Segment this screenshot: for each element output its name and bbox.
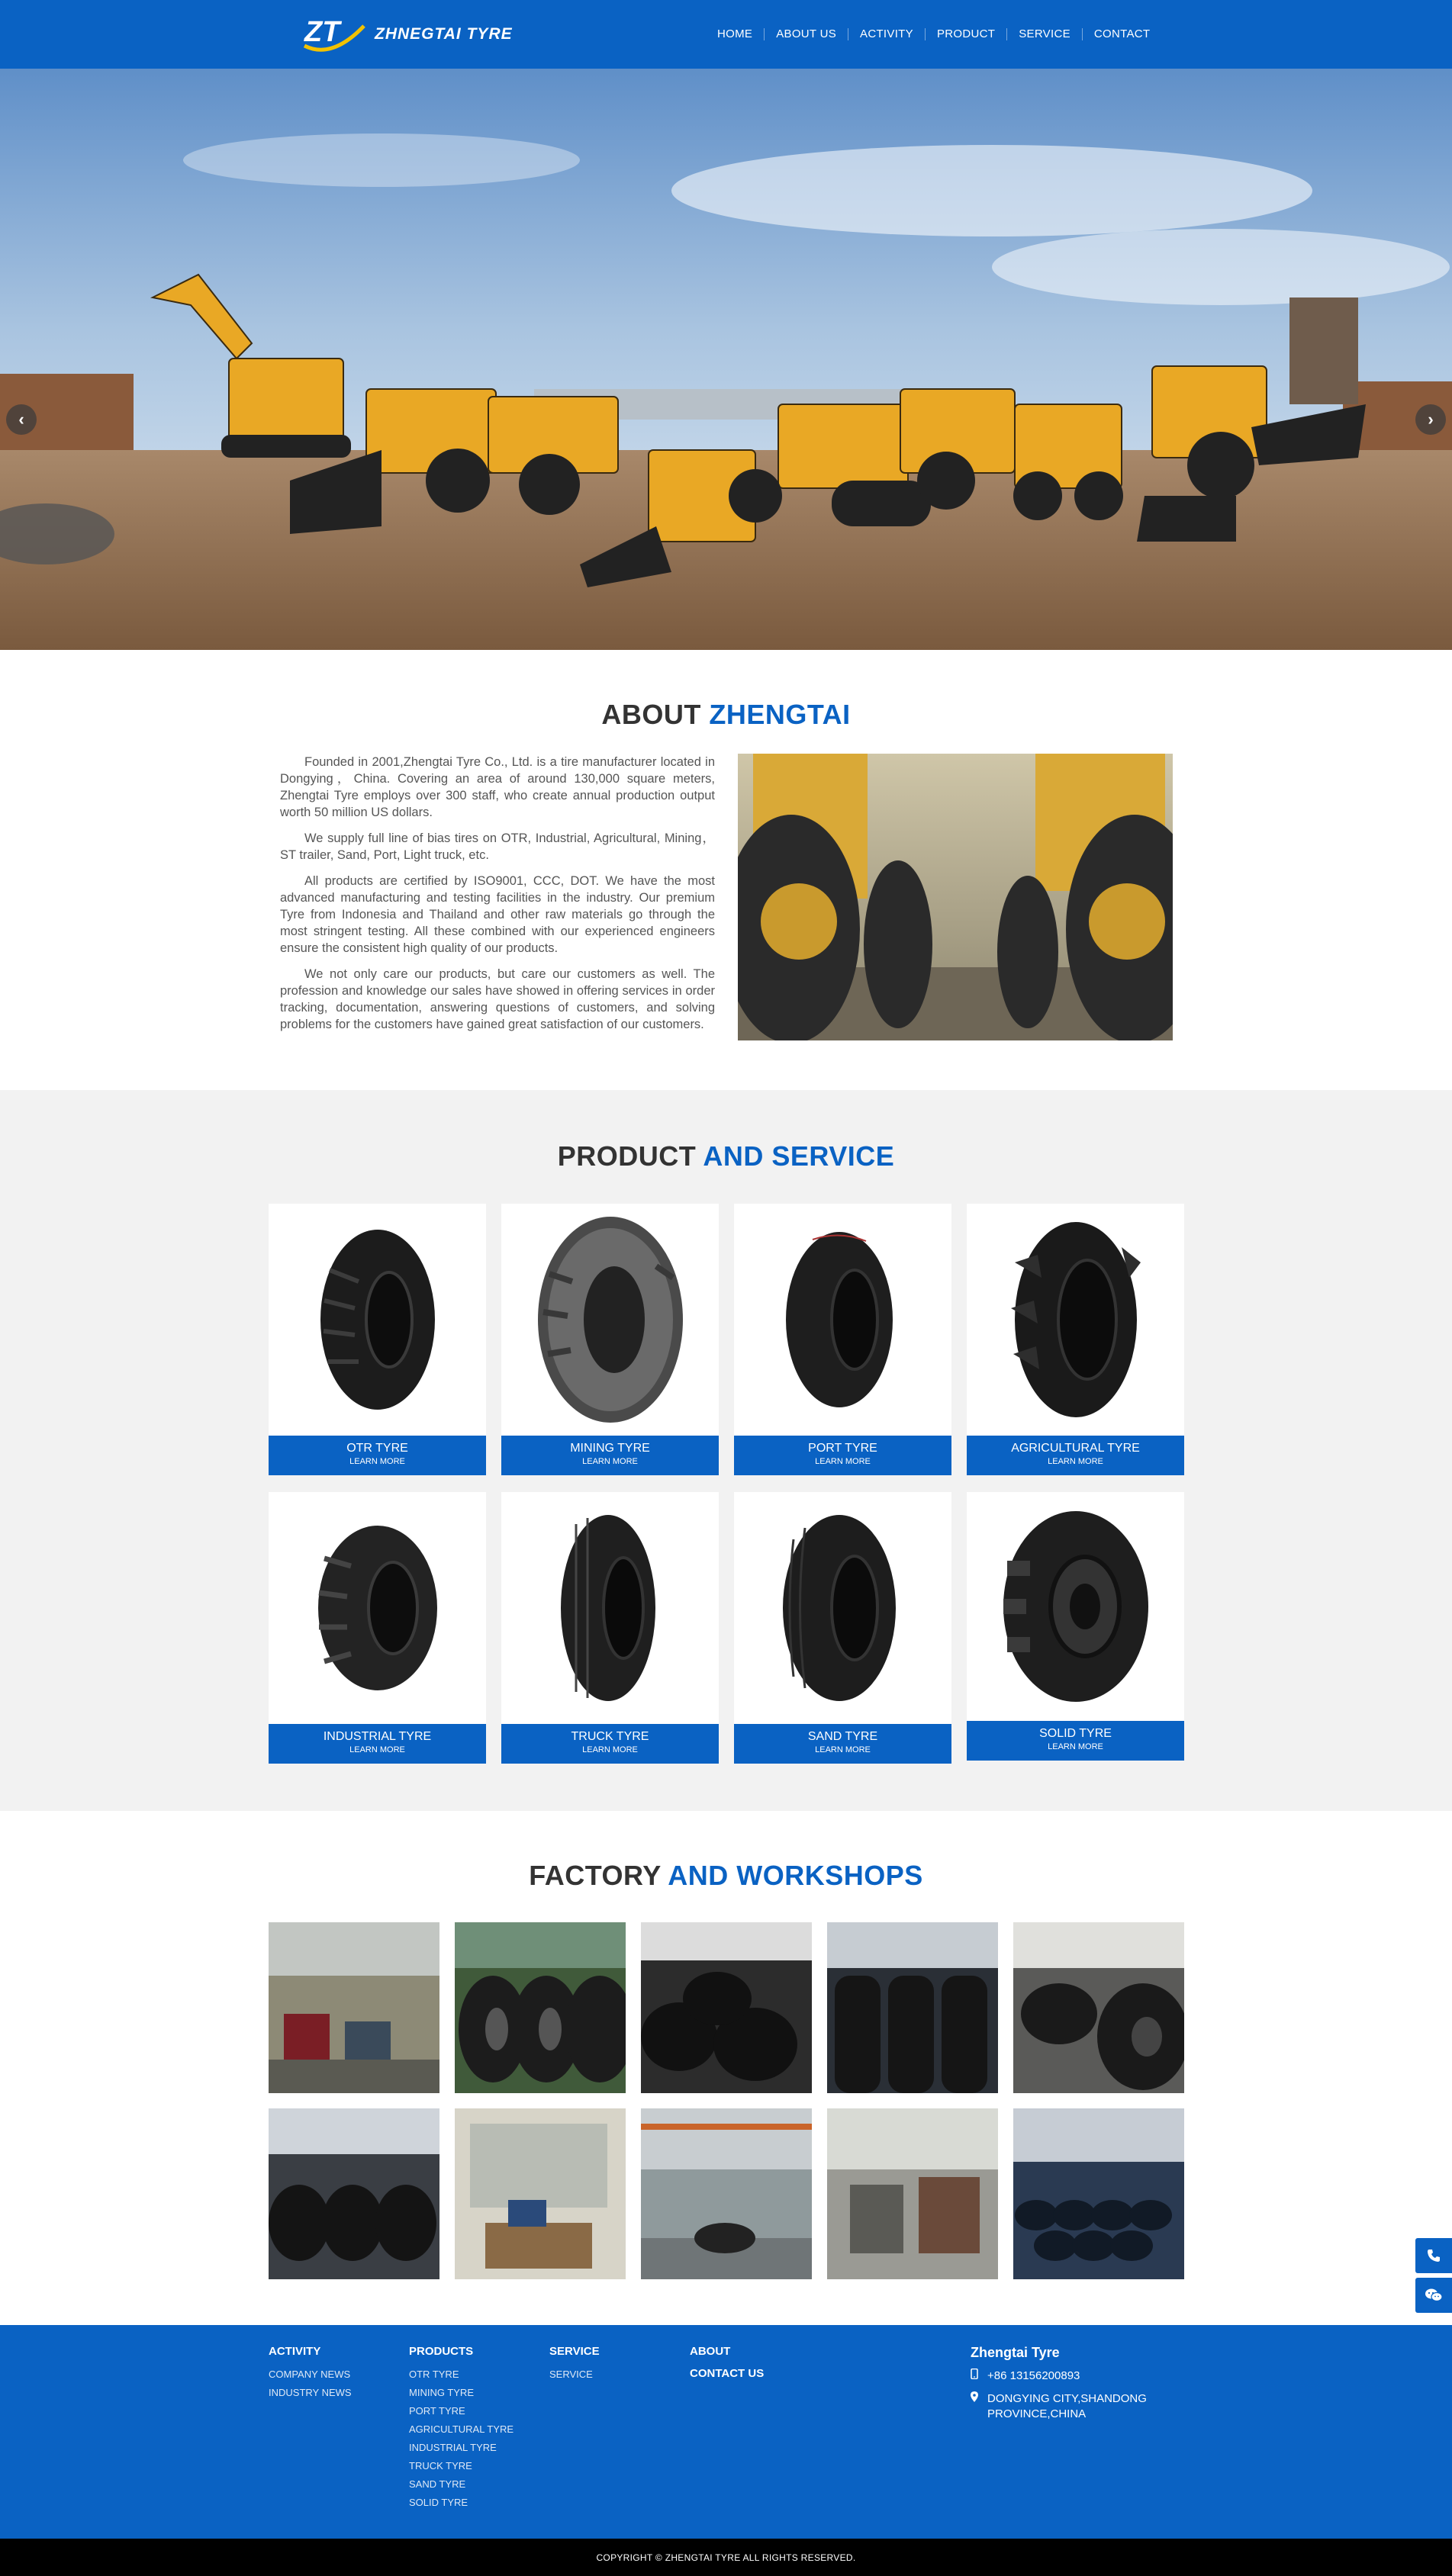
banner-next-button[interactable]: › bbox=[1415, 404, 1446, 435]
product-card-industrial[interactable] bbox=[269, 1492, 486, 1764]
product-label bbox=[967, 1721, 1184, 1761]
logo-mark-text: ZT bbox=[304, 16, 340, 48]
products-title-blue: AND SERVICE bbox=[703, 1140, 895, 1172]
product-image bbox=[269, 1492, 486, 1724]
footer-link[interactable]: SERVICE bbox=[549, 2369, 593, 2380]
footer-col-about bbox=[690, 2345, 764, 2388]
footer-address-row bbox=[971, 2391, 1147, 2422]
footer-link[interactable]: INDUSTRY NEWS bbox=[269, 2387, 352, 2398]
footer-address bbox=[987, 2391, 1147, 2422]
about-paragraph: We not only care our products, but care our customers as well. The profession and knowledge our sales have showed in offering services in order tracking, documentation, answering questions of customers, and solving problems for the customers have gained great satisfaction of our customers. bbox=[280, 967, 715, 1031]
phone-icon bbox=[1426, 2248, 1441, 2263]
product-card-truck[interactable] bbox=[501, 1492, 719, 1764]
side-phone-button[interactable] bbox=[1415, 2238, 1452, 2273]
factory-photo-2[interactable] bbox=[455, 1922, 626, 2093]
learn-more-link[interactable]: LEARN MORE bbox=[1048, 1457, 1103, 1466]
footer-link[interactable]: SOLID TYRE bbox=[409, 2497, 468, 2508]
about-title-dark: ABOUT bbox=[601, 699, 701, 730]
hero-banner bbox=[0, 69, 1452, 650]
about-paragraph: We supply full line of bias tires on OTR, Industrial, Agricultural, Mining，ST trailer, Sand, Port, Light truck, etc. bbox=[280, 831, 715, 862]
about-title bbox=[0, 699, 1452, 731]
product-name: SOLID TYRE bbox=[1039, 1727, 1112, 1740]
product-name: PORT TYRE bbox=[808, 1442, 877, 1455]
footer-link[interactable]: OTR TYRE bbox=[409, 2369, 459, 2380]
banner-prev-button[interactable]: ‹ bbox=[6, 404, 37, 435]
nav-contact[interactable]: CONTACT bbox=[1093, 27, 1151, 40]
site-footer bbox=[0, 2325, 1452, 2539]
footer-link[interactable]: AGRICULTURAL TYRE bbox=[409, 2423, 514, 2435]
copyright-text: COPYRIGHT © ZHENGTAI TYRE ALL RIGHTS RESERVED. bbox=[596, 2552, 856, 2563]
factory-photo-9[interactable] bbox=[827, 2108, 998, 2279]
footer-company-name: Zhengtai Tyre bbox=[971, 2345, 1060, 2360]
footer-service-title[interactable]: SERVICE bbox=[549, 2345, 600, 2358]
nav-service[interactable]: SERVICE bbox=[1007, 28, 1083, 40]
footer-link[interactable]: MINING TYRE bbox=[409, 2387, 474, 2398]
product-image bbox=[501, 1492, 719, 1724]
products-title-dark: PRODUCT bbox=[557, 1140, 697, 1172]
factory-title-blue: AND WORKSHOPS bbox=[668, 1860, 923, 1891]
product-label bbox=[269, 1724, 486, 1764]
product-label bbox=[967, 1436, 1184, 1475]
product-name: TRUCK TYRE bbox=[571, 1730, 649, 1743]
products-title bbox=[0, 1140, 1452, 1172]
factory-photo-10[interactable] bbox=[1013, 2108, 1184, 2279]
factory-photo-4[interactable] bbox=[827, 1922, 998, 2093]
product-image bbox=[734, 1492, 951, 1724]
product-card-otr[interactable] bbox=[269, 1204, 486, 1475]
learn-more-link[interactable]: LEARN MORE bbox=[582, 1745, 638, 1754]
footer-phone-row bbox=[971, 2369, 1147, 2384]
wechat-icon bbox=[1425, 2288, 1443, 2303]
nav-about-us[interactable]: ABOUT US bbox=[765, 28, 848, 40]
truck-tyre-icon bbox=[553, 1509, 668, 1707]
agricultural-tyre-icon bbox=[1007, 1217, 1145, 1423]
product-label bbox=[734, 1436, 951, 1475]
location-pin-icon bbox=[971, 2391, 987, 2422]
footer-link[interactable]: TRUCK TYRE bbox=[409, 2460, 472, 2471]
product-name: INDUSTRIAL TYRE bbox=[323, 1730, 432, 1743]
factory-photo-6[interactable] bbox=[269, 2108, 439, 2279]
footer-link[interactable]: SAND TYRE bbox=[409, 2478, 466, 2490]
learn-more-link[interactable]: LEARN MORE bbox=[349, 1745, 405, 1754]
site-header bbox=[0, 0, 1452, 69]
product-name: MINING TYRE bbox=[570, 1442, 650, 1455]
products-section bbox=[0, 1090, 1452, 1811]
product-image bbox=[734, 1204, 951, 1436]
footer-col-products bbox=[409, 2345, 514, 2512]
footer-activity-title[interactable]: ACTIVITY bbox=[269, 2345, 321, 2358]
factory-photo-3[interactable] bbox=[641, 1922, 812, 2093]
product-card-agricultural[interactable] bbox=[967, 1204, 1184, 1475]
industrial-tyre-icon bbox=[313, 1520, 443, 1696]
product-card-port[interactable] bbox=[734, 1204, 951, 1475]
product-label bbox=[269, 1436, 486, 1475]
nav-product[interactable]: PRODUCT bbox=[926, 28, 1007, 40]
product-name: SAND TYRE bbox=[807, 1730, 878, 1743]
factory-photo-5[interactable] bbox=[1013, 1922, 1184, 2093]
about-paragraph: All products are certified by ISO9001, CCC, DOT. We have the most advanced manufacturing and testing facilities in the industry. Our premium Tyre from Indonesia and Thailand and other raw materials go through the most stringent testing. All these combined with our experienced engineers ensure the consistent high quality of our products. bbox=[280, 874, 715, 955]
factory-photo-8[interactable] bbox=[641, 2108, 812, 2279]
about-title-blue: ZHENGTAI bbox=[709, 699, 851, 730]
footer-about-title[interactable]: ABOUT bbox=[690, 2345, 731, 2358]
sand-tyre-icon bbox=[778, 1509, 908, 1707]
factory-title-dark: FACTORY bbox=[529, 1860, 662, 1891]
product-image bbox=[269, 1204, 486, 1436]
footer-products-title[interactable]: PRODUCTS bbox=[409, 2345, 474, 2358]
footer-link[interactable]: INDUSTRIAL TYRE bbox=[409, 2442, 497, 2453]
product-name: OTR TYRE bbox=[346, 1442, 408, 1455]
copyright-bar bbox=[0, 2539, 1452, 2576]
footer-link[interactable]: PORT TYRE bbox=[409, 2405, 465, 2417]
side-wechat-button[interactable] bbox=[1415, 2278, 1452, 2313]
nav-home[interactable]: HOME bbox=[706, 28, 765, 40]
product-label bbox=[501, 1436, 719, 1475]
footer-phone: +86 13156200893 bbox=[987, 2369, 1080, 2382]
product-label bbox=[734, 1724, 951, 1764]
learn-more-link[interactable]: LEARN MORE bbox=[1048, 1742, 1103, 1751]
banner-image bbox=[0, 69, 1452, 650]
footer-link[interactable]: COMPANY NEWS bbox=[269, 2369, 351, 2380]
product-name: AGRICULTURAL TYRE bbox=[1011, 1442, 1140, 1455]
logo-text: ZHNEGTAI TYRE bbox=[375, 25, 513, 43]
factory-photo-7[interactable] bbox=[455, 2108, 626, 2279]
footer-address-line1: DONGYING CITY,SHANDONG bbox=[987, 2392, 1147, 2405]
product-card-sand[interactable] bbox=[734, 1492, 951, 1764]
factory-title bbox=[0, 1860, 1452, 1892]
nav-activity[interactable]: ACTIVITY bbox=[848, 28, 926, 40]
main-nav bbox=[706, 0, 1161, 69]
product-card-solid[interactable] bbox=[967, 1492, 1184, 1761]
footer-contact bbox=[971, 2345, 1147, 2430]
mobile-icon bbox=[971, 2369, 987, 2384]
about-text bbox=[280, 754, 715, 1042]
logo[interactable] bbox=[301, 12, 513, 56]
footer-address-line2: PROVINCE,CHINA bbox=[987, 2407, 1087, 2420]
about-paragraph: Founded in 2001,Zhengtai Tyre Co., Ltd. is a tire manufacturer located in Dongying，China. Covering an area of around 130,000 square meters, Zhengtai Tyre employs over 300 staff, who create annual production output worth 50 million US dollars. bbox=[280, 755, 715, 819]
learn-more-link[interactable]: LEARN MORE bbox=[815, 1457, 871, 1466]
learn-more-link[interactable]: LEARN MORE bbox=[349, 1457, 405, 1466]
product-image bbox=[501, 1204, 719, 1436]
footer-contact-us-link[interactable]: CONTACT US bbox=[690, 2367, 765, 2380]
footer-col-activity bbox=[269, 2345, 352, 2402]
footer-col-service bbox=[549, 2345, 600, 2384]
product-image bbox=[967, 1492, 1184, 1721]
logo-mark-icon bbox=[301, 12, 370, 56]
factory-photo-1[interactable] bbox=[269, 1922, 439, 2093]
solid-tyre-icon bbox=[1000, 1507, 1152, 1706]
product-image bbox=[967, 1204, 1184, 1436]
product-card-mining[interactable] bbox=[501, 1204, 719, 1475]
about-image bbox=[738, 754, 1173, 1040]
mining-tyre-icon bbox=[534, 1213, 687, 1426]
learn-more-link[interactable]: LEARN MORE bbox=[815, 1745, 871, 1754]
product-label bbox=[501, 1724, 719, 1764]
port-tyre-icon bbox=[782, 1224, 904, 1415]
otr-tyre-icon bbox=[313, 1224, 443, 1415]
learn-more-link[interactable]: LEARN MORE bbox=[582, 1457, 638, 1466]
